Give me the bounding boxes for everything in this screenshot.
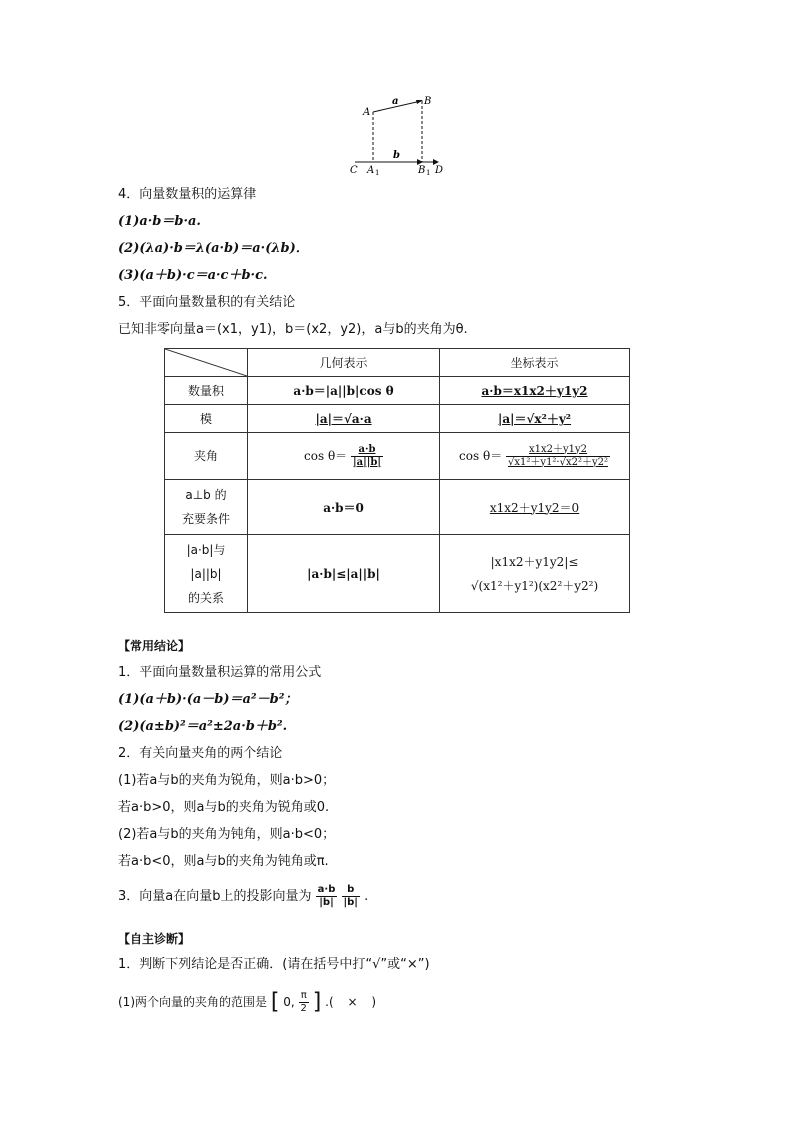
section-5-intro: 已知非零向量a＝(x1，y1)，b＝(x2，y2)，a与b的夹角为θ. — [118, 322, 468, 337]
conclusion-3 — [118, 884, 368, 909]
row-name-line: |a·b|与 — [186, 542, 226, 557]
coord-value: x1x2＋y1y2＝0 — [440, 480, 630, 535]
diagonal-header-cell — [165, 349, 248, 377]
label-B1-sub: 1 — [426, 169, 431, 176]
projection-fraction-2 — [342, 884, 360, 909]
fraction-numerator: a·b — [317, 884, 336, 895]
label-a: a — [392, 96, 399, 107]
coord-line: √(x1²＋y1²)(x2²＋y2²) — [470, 578, 599, 593]
coord-fraction — [506, 444, 610, 469]
conclusion-1a: (1)(a＋b)·(a－b)＝a²－b²； — [118, 692, 298, 707]
geo-value: |a·b|≤|a||b| — [248, 535, 440, 613]
conclusion-2a: (1)若a与b的夹角为锐角，则a·b>0； — [118, 773, 336, 788]
label-B: B — [424, 96, 432, 107]
conclusion-1: 1．平面向量数量积运算的常用公式 — [118, 665, 322, 680]
label-A1: A — [367, 165, 375, 176]
row-name: 数量积 — [165, 377, 248, 405]
conclusion-3-suffix: . — [364, 889, 369, 904]
table-header-row — [165, 349, 630, 377]
row-name-line: 充要条件 — [181, 512, 230, 526]
conclusion-1b: (2)(a±b)²＝a²±2a·b＋b². — [118, 719, 288, 734]
geo-prefix: cos θ＝ — [304, 448, 348, 463]
law-3: (3)(a＋b)·c＝a·c＋b·c. — [118, 268, 268, 283]
geo-fraction — [351, 444, 383, 469]
fraction-denominator: |b| — [319, 897, 334, 908]
coord-value: |a|＝√x²＋y² — [440, 405, 630, 433]
q1a-close: ) — [371, 995, 377, 1009]
table-row — [165, 433, 630, 480]
projection-figure — [345, 92, 455, 176]
conclusion-2b: 若a·b>0，则a与b的夹角为锐角或0. — [118, 800, 330, 815]
coord-value — [440, 535, 630, 613]
table-row — [165, 535, 630, 613]
conclusion-2d: 若a·b<0，则a与b的夹角为钝角或π. — [118, 854, 329, 869]
section-4-heading: 4．向量数量积的运算律 — [118, 187, 257, 202]
common-conclusions-heading: 【常用结论】 — [118, 639, 191, 653]
row-name — [165, 480, 248, 535]
table-row — [165, 405, 630, 433]
geo-value: a·b＝|a||b|cos θ — [248, 377, 440, 405]
law-2: (2)(λa)·b＝λ(a·b)＝a·(λb)． — [118, 241, 309, 256]
question-1-item-1 — [118, 990, 376, 1015]
diagonal-line — [165, 349, 247, 376]
fraction-denominator: |a||b| — [353, 456, 382, 468]
coord-prefix: cos θ＝ — [459, 448, 503, 463]
pi-over-two — [299, 990, 309, 1015]
conclusion-2c: (2)若a与b的夹角为钝角，则a·b<0； — [118, 827, 336, 842]
fraction-denominator: |b| — [343, 897, 358, 908]
row-name-line: a⊥b 的 — [185, 488, 227, 502]
label-D: D — [435, 165, 444, 176]
section-5-heading: 5．平面向量数量积的有关结论 — [118, 295, 296, 310]
table-row — [165, 480, 630, 535]
table-row — [165, 377, 630, 405]
row-name: 夹角 — [165, 433, 248, 480]
coord-value: a·b＝x1x2＋y1y2 — [440, 377, 630, 405]
geo-value: |a|＝√a·a — [248, 405, 440, 433]
geo-value — [248, 433, 440, 480]
label-A1-sub: 1 — [375, 169, 380, 176]
left-bracket: [ — [270, 989, 280, 1015]
fraction-numerator: π — [299, 990, 309, 1003]
coord-line: |x1x2＋y1y2|≤ — [490, 554, 579, 569]
conclusion-2: 2．有关向量夹角的两个结论 — [118, 746, 283, 761]
fraction-numerator: b — [342, 884, 360, 897]
label-b: b — [393, 150, 400, 161]
coord-value — [440, 433, 630, 480]
label-B1: B — [418, 165, 426, 176]
projection-fraction-1 — [316, 884, 338, 909]
q1a-prefix: (1)两个向量的夹角的范围是 — [118, 995, 267, 1009]
fraction-numerator: a·b — [351, 444, 383, 457]
interval-left: 0, — [283, 995, 295, 1009]
fraction-numerator: x1x2＋y1y2 — [506, 444, 610, 457]
fraction-denominator: 2 — [300, 1003, 307, 1014]
row-name — [165, 535, 248, 613]
fraction-denominator: √x1²＋y1²·√x2²＋y2² — [508, 456, 609, 468]
label-C: C — [350, 165, 358, 176]
law-1: (1)a·b＝b·a. — [118, 214, 201, 229]
conclusion-3-prefix: 3．向量a在向量b上的投影向量为 — [118, 889, 312, 904]
header-geometric: 几何表示 — [248, 349, 440, 377]
row-name-line: |a||b| — [190, 566, 222, 581]
q1a-answer: × — [347, 995, 358, 1009]
header-coordinate: 坐标表示 — [440, 349, 630, 377]
self-diagnosis-heading: 【自主诊断】 — [118, 932, 191, 946]
label-A: A — [363, 107, 371, 118]
row-name: 模 — [165, 405, 248, 433]
row-name-line: 的关系 — [187, 590, 224, 605]
question-1: 1．判断下列结论是否正确．(请在括号中打“√”或“×”) — [118, 957, 430, 972]
q1a-suffix: .( — [325, 995, 334, 1009]
right-bracket: ] — [312, 989, 322, 1015]
conclusions-table — [164, 348, 630, 613]
geo-value: a·b＝0 — [248, 480, 440, 535]
